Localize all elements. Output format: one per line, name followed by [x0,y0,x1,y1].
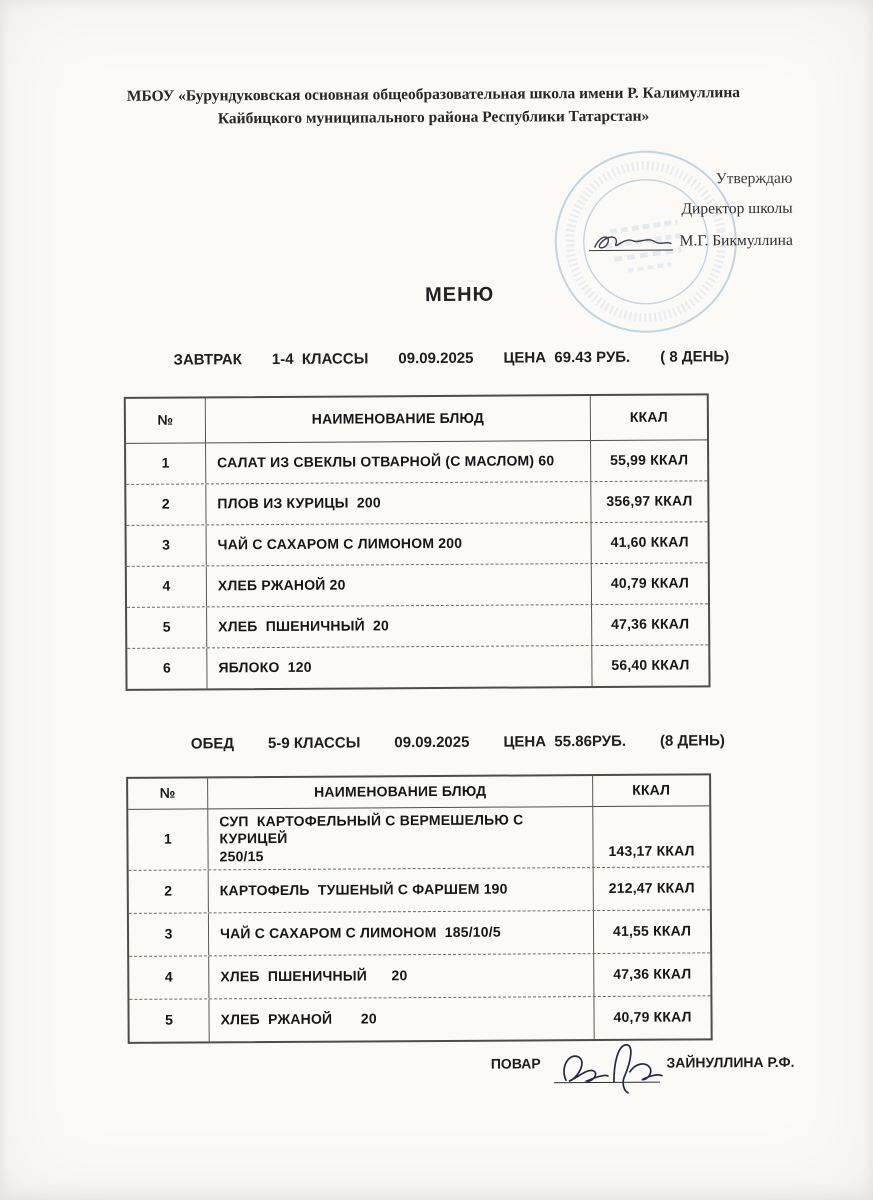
lunch-meal-label: ОБЕД [190,735,235,753]
dish-name: ПЛОВ ИЗ КУРИЦЫ 200 [206,482,591,524]
row-number: 5 [127,607,207,647]
dish-kcal: 143,17 ККАЛ [608,841,695,859]
table-row [126,481,707,526]
breakfast-table [124,393,711,691]
col-kcal-header: ККАЛ [629,408,668,426]
dish-kcal: 47,36 ККАЛ [613,965,692,983]
row-number: 5 [129,999,209,1041]
table-row [128,806,709,871]
dish-name: ЧАЙ С САХАРОМ С ЛИМОНОМ 200 [207,523,592,565]
breakfast-classes: 1-4 КЛАССЫ [271,350,369,369]
cook-name: ЗАЙНУЛЛИНА Р.Ф. [666,1053,795,1071]
school-name-line1: МБОУ «Бурундуковская основная общеобразовательная школа имени Р. Калимуллина [126,84,741,105]
table-row [127,604,708,649]
dish-name: СУП КАРТОФЕЛЬНЫЙ С ВЕРМЕШЕЛЬЮ С КУРИЦЕЙ 250/15 [208,807,593,869]
breakfast-meal-label: ЗАВТРАК [173,351,242,369]
lunch-date: 09.09.2025 [394,733,470,752]
dish-kcal: 41,60 ККАЛ [610,533,689,551]
lunch-day: (8 ДЕНЬ) [659,732,725,750]
table-row [126,440,707,485]
table-row [129,867,710,914]
lunch-header [191,732,725,752]
col-dish-header: НАИМЕНОВАНИЕ БЛЮД [208,776,593,808]
lunch-table [126,773,713,1044]
breakfast-day: ( 8 ДЕНЬ) [660,348,730,366]
school-name-line2: Кайбицкого муниципального района Республики Татарстан» [217,107,650,128]
director-signature-icon [589,228,673,252]
breakfast-header [173,348,729,368]
col-number-header: № [128,778,208,808]
dish-name: ХЛЕБ ПШЕНИЧНЫЙ 20 [207,605,592,647]
dish-kcal: 41,55 ККАЛ [612,922,692,940]
dish-kcal: 40,79 ККАЛ [610,574,690,592]
lunch-price: ЦЕНА 55.86РУБ. [503,732,627,751]
lunch-table-header [128,775,709,810]
director-name: М.Г. Бикмуллина [679,231,793,250]
lunch-classes: 5-9 КЛАССЫ [267,734,361,753]
dish-kcal: 56,40 ККАЛ [611,656,690,674]
director-sign-line [533,227,793,252]
breakfast-date: 09.09.2025 [398,349,474,368]
row-number: 3 [127,525,207,565]
dish-name: ХЛЕБ ПШЕНИЧНЫЙ 20 [209,954,594,998]
col-dish-header: НАИМЕНОВАНИЕ БЛЮД [206,396,591,442]
row-number: 2 [126,484,206,524]
approve-label: Утверждаю [715,169,793,188]
dish-name: ХЛЕБ РЖАНОЙ 20 [207,564,592,606]
table-row [129,996,710,1042]
breakfast-price: ЦЕНА 69.43 РУБ. [503,348,631,367]
row-number: 2 [129,870,209,912]
dish-name: САЛАТ ИЗ СВЕКЛЫ ОТВАРНОЙ (С МАСЛОМ) 60 [206,441,591,483]
col-number-header: № [126,398,206,442]
breakfast-table-header [126,395,707,444]
menu-title: МЕНЮ [425,283,495,307]
dish-kcal: 212,47 ККАЛ [608,879,695,897]
cook-label: ПОВАР [490,1055,549,1072]
dish-name: ЯБЛОКО 120 [207,646,592,688]
approval-block [532,170,792,252]
table-row [129,953,710,1000]
dish-kcal: 40,79 ККАЛ [613,1008,692,1026]
dish-kcal: 55,99 ККАЛ [610,451,689,469]
row-number: 1 [128,809,208,869]
dish-name: ЧАЙ С САХАРОМ С ЛИМОНОМ 185/10/5 [209,911,594,955]
col-kcal-header: ККАЛ [632,781,671,799]
row-number: 4 [129,956,209,998]
director-role: Директор школы [681,199,793,218]
cook-signature-icon [551,1038,663,1097]
school-header [52,81,815,132]
dish-kcal: 47,36 ККАЛ [611,615,690,633]
table-row [127,645,708,689]
table-row [127,563,708,608]
row-number: 6 [127,648,207,688]
table-row [127,522,708,567]
table-row [129,910,710,957]
row-number: 3 [129,913,209,955]
dish-name: ХЛЕБ РЖАНОЙ 20 [209,997,594,1041]
row-number: 4 [127,566,207,606]
dish-kcal: 356,97 ККАЛ [606,492,693,510]
row-number: 1 [126,443,206,483]
cook-sign-line [491,1054,795,1072]
dish-name: КАРТОФЕЛЬ ТУШЕНЫЙ С ФАРШЕМ 190 [209,868,594,912]
